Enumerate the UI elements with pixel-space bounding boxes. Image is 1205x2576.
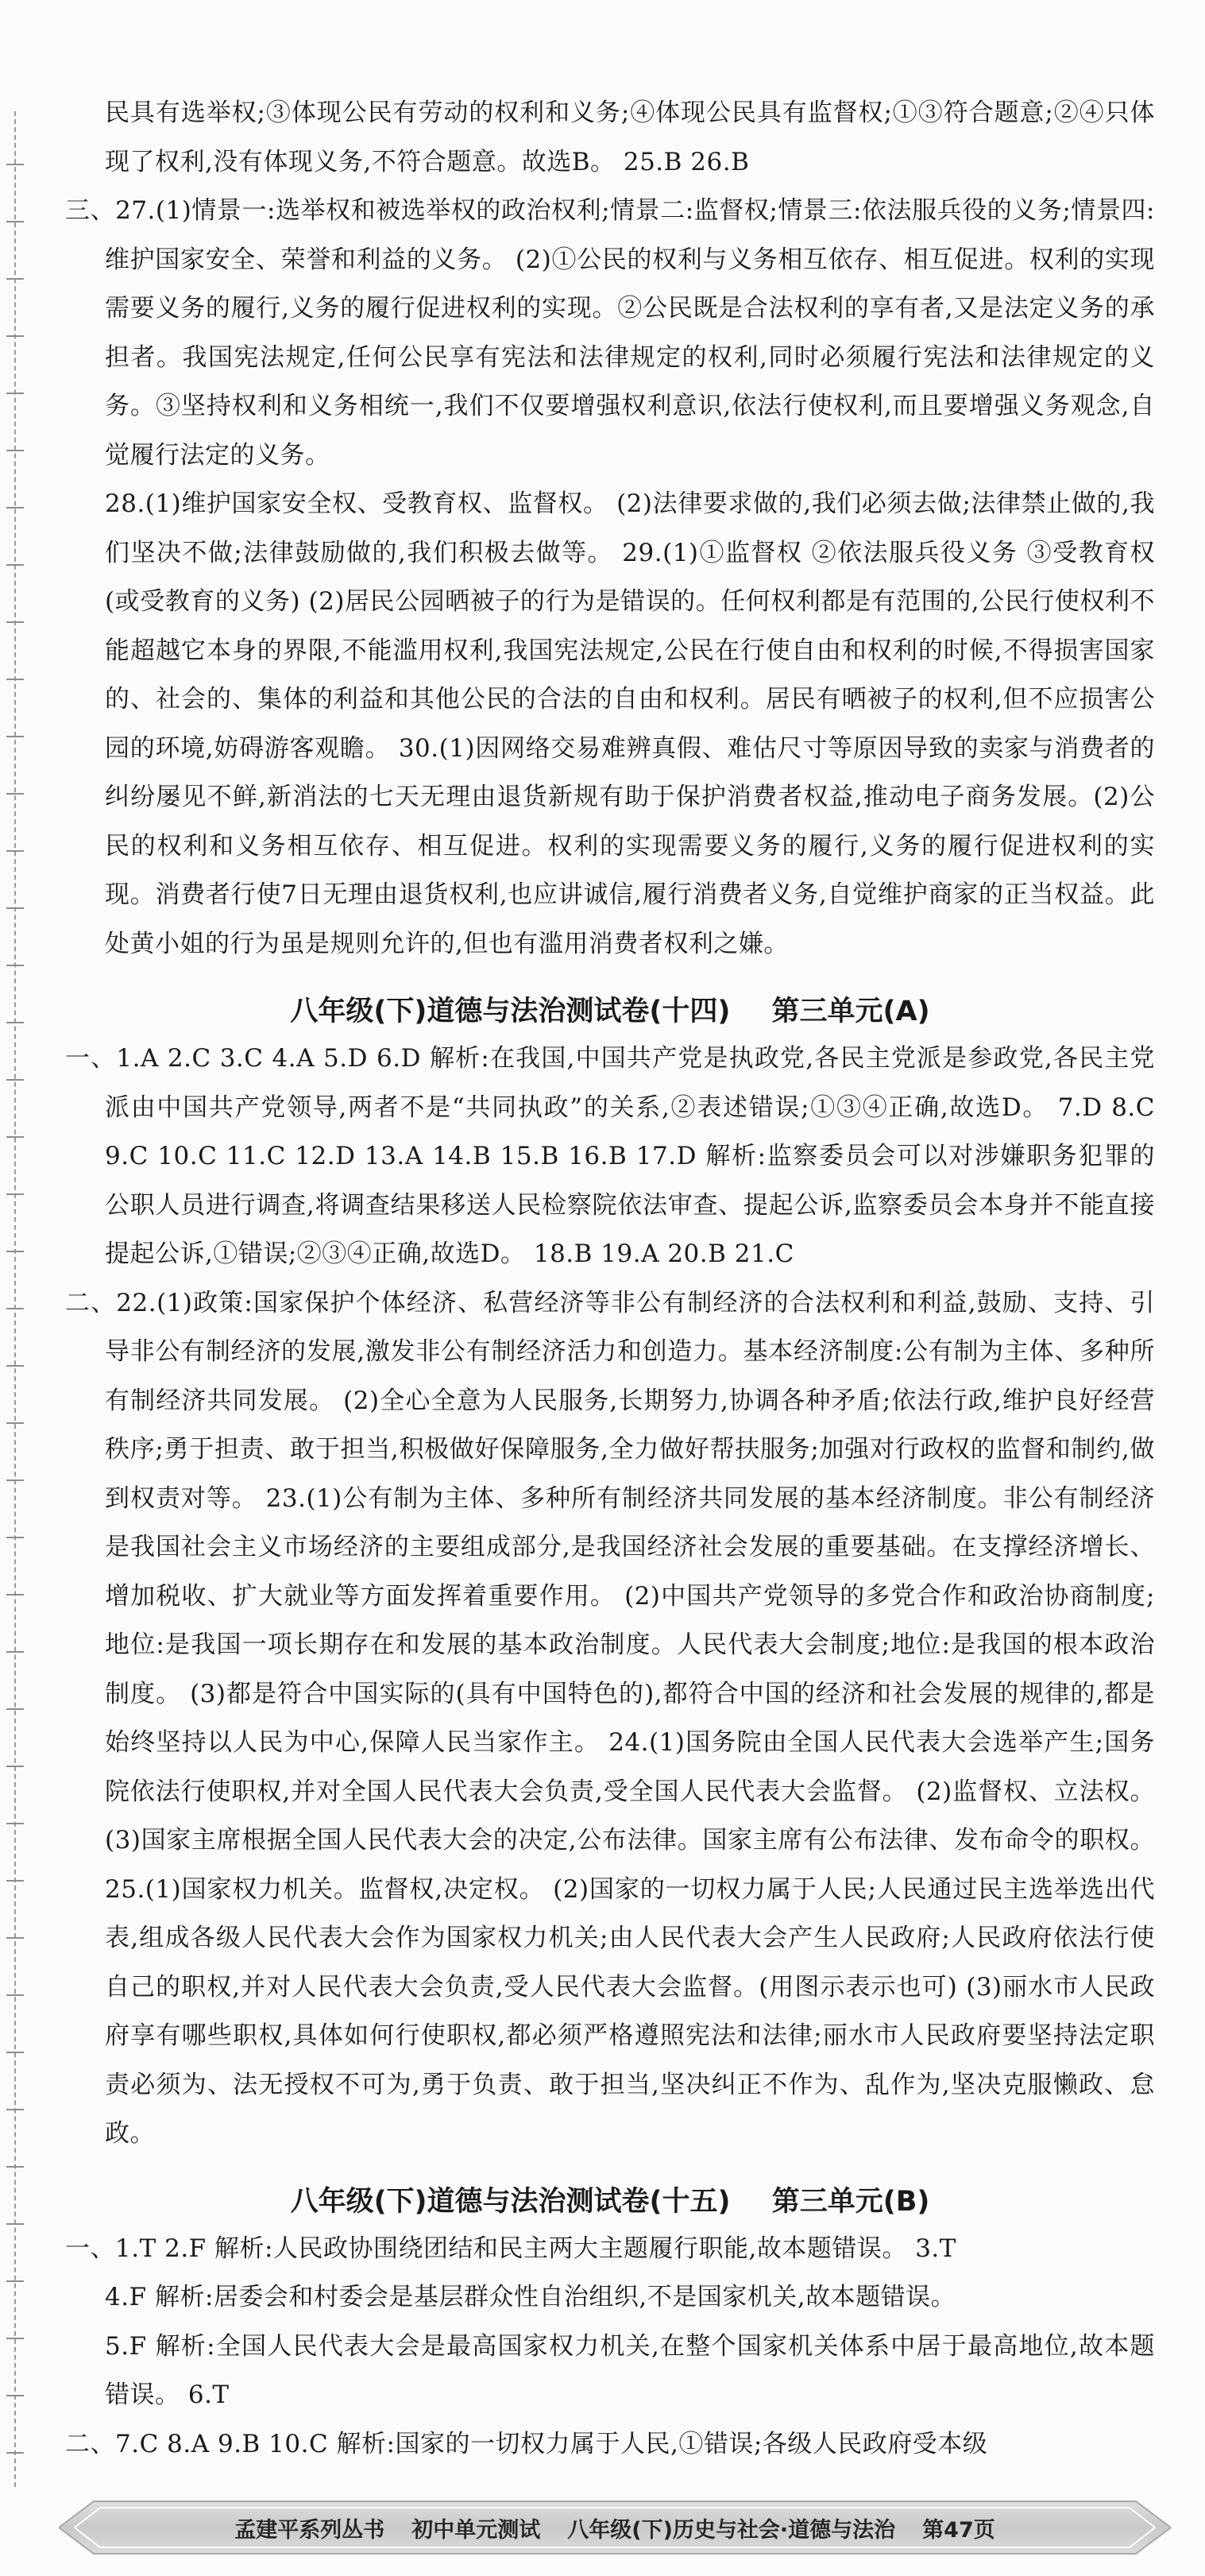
answer-paragraph: 一、1.A 2.C 3.C 4.A 5.D 6.D 解析:在我国,中国共产党是执政党,各民主党派是参政党,各民主党派由中国共产党领导,两者不是“共同执政”的关系,②表述错误;①③④正确,故选D。 7.D 8.C 9.C 10.C 11.C 12.D 13.A 14.B 15.B 16.B 17.D 解析:监察委员会可以对涉嫌职务犯罪的公职人员进行调查,将调查结果移送人民检察院依法审查、提起公诉,监察委员会本身并不能直接提起公诉,①错误;②③④正确,故选D。 18.B 19.A 20.B 21.C (65, 1044, 1155, 1268)
answer-paragraph: 二、22.(1)政策:国家保护个体经济、私营经济等非公有制经济的合法权利和利益,鼓励、支持、引导非公有制经济的发展,激发非公有制经济活力和创造力。基本经济制度:公有制为主体、多种所有制经济共同发展。 (2)全心全意为人民服务,长期努力,协调各种矛盾;依法行政,维护良好经营秩序;勇于担责、敢于担当,积极做好保障服务,全力做好帮扶服务;加强对行政权的监督和制约,做到权责对等。 23.(1)公有制为主体、多种所有制经济共同发展的基本经济制度。非公有制经济是我国社会主义市场经济的主要组成部分,是我国经济社会发展的重要基础。在支撑经济增长、增加税收、扩大就业等方面发挥着重要作用。 (2)中国共产党领导的多党合作和政治协商制度;地位:是我国一项长期存在和发展的基本政治制度。人民代表大会制度;地位:是我国的根本政治制度。 (3)都是符合中国实际的(具有中国特色的),都符合中国的经济和社会发展的规律的,都是始终坚持以人民为中心,保障人民当家作主。 24.(1)国务院由全国人民代表大会选举产生;国务院依法行使职权,并对全国人民代表大会负责,受全国人民代表大会监督。 (2)监督权、立法权。 (3)国家主席根据全国人民代表大会的决定,公布法律。国家主席有公布法律、发布命令的职权。 25.(1)国家权力机关。监督权,决定权。 (2)国家的一切权力属于人民;人民通过民主选举选出代表,组成各级人民代表大会作为国家权力机关;由人民代表大会产生人民政府;人民政府依法行使自己的职权,并对人民代表大会负责,受人民代表大会监督。(用图示表示也可) (3)丽水市人民政府享有哪些职权,具体如何行使职权,都必须严格遵照宪法和法律;丽水市人民政府要坚持法定职责必须为、法无授权不可为,勇于负责、敢于担当,坚决纠正不作为、乱作为,坚决克服懒政、怠政。 (65, 1288, 1155, 2148)
answer-line: 一、1.T 2.F 解析:人民政协围绕团结和民主两大主题履行职能,故本题错误。 3.T (65, 2234, 956, 2263)
section-heading (65, 969, 1155, 1035)
section-title: 八年级(下)道德与法治测试卷(十四) (290, 996, 731, 1027)
answer-line: 4.F 解析:居委会和村委会是基层群众性自治组织,不是国家机关,故本题错误。 (105, 2283, 956, 2311)
footer-text-row (59, 2497, 1171, 2559)
answer-line: 二、7.C 8.A 9.B 10.C 解析:国家的一切权力属于人民,①错误;各级人民政府受本级 (65, 2429, 988, 2458)
section-title: 八年级(下)道德与法治测试卷(十五) (290, 2185, 731, 2218)
section-heading (65, 2159, 1155, 2225)
answer-paragraph: 民具有选举权;③体现公民有劳动的权利和义务;④体现公民具有监督权;①③符合题意;②④只体现了权利,没有体现义务,不符合题意。故选B。 25.B 26.B (105, 99, 1155, 176)
answer-paragraph: 三、27.(1)情景一:选举权和被选举权的政治权利;情景二:监督权;情景三:依法服兵役的义务;情景四:维护国家安全、荣誉和利益的义务。 (2)①公民的权利与义务相互依存、相互促进。权利的实现需要义务的履行,义务的履行促进权利的实现。②公民既是合法权利的享有者,又是法定义务的承担者。我国宪法规定,任何公民享有宪法和法律规定的权利,同时必须履行宪法和法律规定的义务。③坚持权利和义务相统一,我们不仅要增强权利意识,依法行使权利,而且要增强义务观念,自觉履行法定的义务。 (65, 196, 1155, 470)
page-content (65, 89, 1155, 2484)
footer-series: 孟建平系列丛书 (234, 2517, 385, 2543)
page-footer (59, 2497, 1171, 2559)
footer-book: 初中单元测试 (411, 2517, 541, 2543)
answer-paragraph: 28.(1)维护国家安全权、受教育权、监督权。 (2)法律要求做的,我们必须去做;法律禁止做的,我们坚决不做;法律鼓励做的,我们积极去做等。 29.(1)①监督权 ②依法服兵役义务 ③受教育权(或受教育的义务) (2)居民公园晒被子的行为是错误的。任何权利都是有范围的,公民行使权利不能超越它本身的界限,不能滥用权利,我国宪法规定,公民在行使自由和权利的时候,不得损害国家的、社会的、集体的利益和其他公民的合法的自由和权利。居民有晒被子的权利,但不应损害公园的环境,妨碍游客观瞻。 30.(1)因网络交易难辨真假、难估尺寸等原因导致的卖家与消费者的纠纷屡见不鲜,新消法的七天无理由退货新规有助于保护消费者权益,推动电子商务发展。(2)公民的权利和义务相互依存、相互促进。权利的实现需要义务的履行,义务的履行促进权利的实现。消费者行使7日无理由退货权利,也应讲诚信,履行消费者义务,自觉维护商家的正当权益。此处黄小姐的行为虽是规则允许的,但也有滥用消费者权利之嫌。 (105, 489, 1155, 958)
footer-subject: 八年级(下)历史与社会·道德与法治 (567, 2517, 896, 2543)
footer-page-number: 第47页 (922, 2517, 995, 2543)
section-unit: 第三单元(B) (771, 2185, 930, 2218)
section-unit: 第三单元(A) (771, 996, 930, 1027)
answer-line: 5.F 解析:全国人民代表大会是最高国家权力机关,在整个国家机关体系中居于最高地位,故本题错误。 6.T (105, 2331, 1155, 2409)
binding-ticks (6, 111, 24, 2487)
